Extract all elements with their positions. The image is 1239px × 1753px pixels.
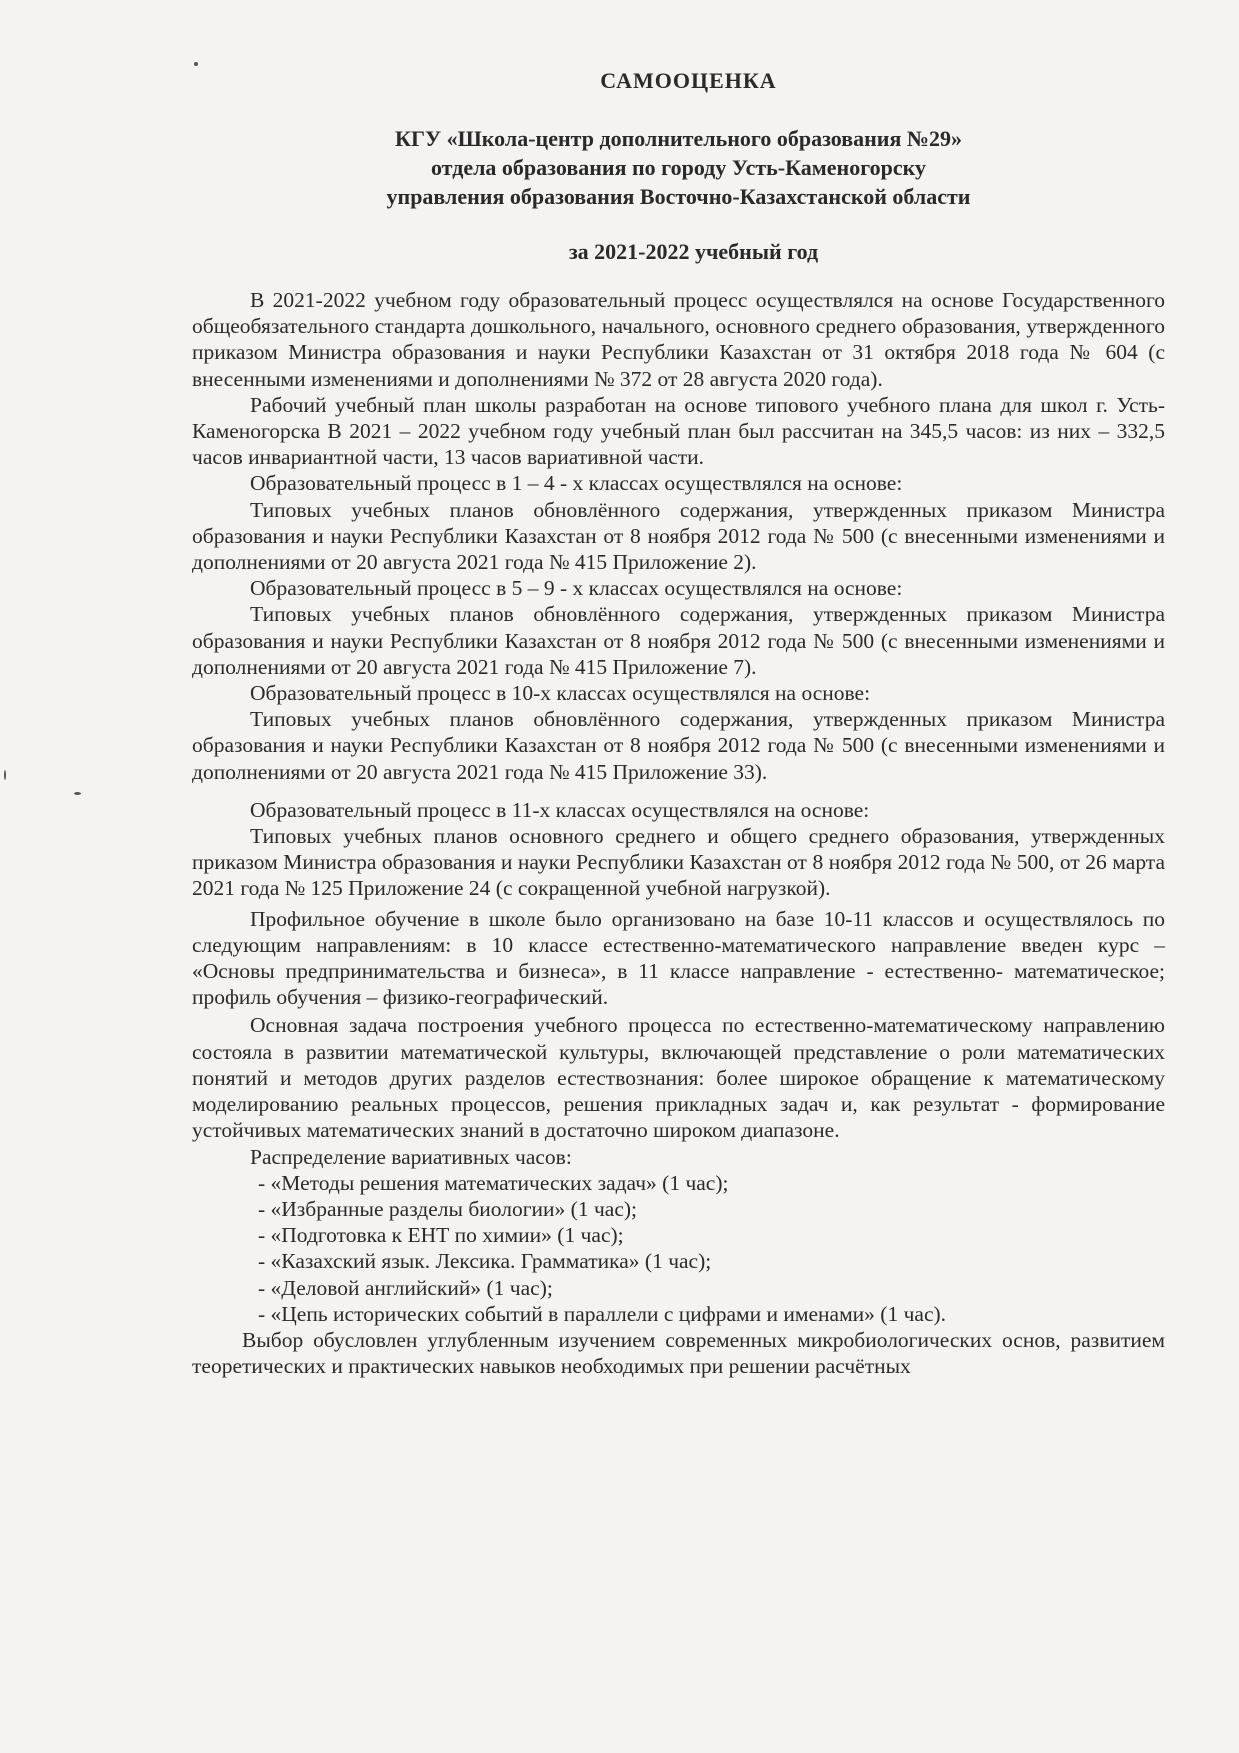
list-item: - «Методы решения математических задач» (1 час); [258, 1170, 729, 1195]
paragraph: Профильное обучение в школе было организовано на базе 10-11 классов и осуществлялось по следующим направлениям: в 10 классе естественно-математического направление введен курс – «Основы предпринимательства и бизнеса», в 11 классе направление - естественно- математическое; профиль обучения – физико-географический. [192, 906, 1165, 1010]
paragraph: Выбор обусловлен углубленным изучением современных микробиологических основ, развитием теоретических и практических навыков необходимых при решении расчётных [192, 1327, 1165, 1379]
paragraph: Рабочий учебный план школы разработан на основе типового учебного плана для школ г. Усть-Каменогорска В 2021 – 2022 учебном году учебный план был рассчитан на 345,5 часов: из них – 332,5 часов инвариантной части, 13 часов вариативной части. [192, 392, 1165, 470]
paragraph: Типовых учебных планов обновлённого содержания, утвержденных приказом Министра образования и науки Республики Казахстан от 8 ноября 2012 года № 500 (с внесенными изменениями и дополнениями от 20 августа 2021 года № 415 Приложение 7). [192, 602, 1165, 679]
organization-block [192, 124, 1165, 211]
paragraph: Типовых учебных планов обновлённого содержания, утвержденных приказом Министра образования и науки Республики Казахстан от 8 ноября 2012 года № 500 (с внесенными изменениями и дополнениями от 20 августа 2021 года № 415 Приложение 2). [192, 497, 1165, 575]
paragraph: Образовательный процесс в 1 – 4 - х классах осуществлялся на основе: [250, 471, 903, 496]
organization-line: КГУ «Школа-центр дополнительного образования №29» [395, 126, 962, 151]
scan-speck [4, 770, 6, 780]
organization-line: управления образования Восточно-Казахстанской области [386, 184, 971, 209]
list-item: - «Казахский язык. Лексика. Грамматика» (1 час); [258, 1249, 712, 1274]
list-item: - «Подготовка к ЕНТ по химии» (1 час); [258, 1223, 624, 1248]
paragraph: Распределение вариативных часов: [250, 1144, 572, 1169]
variative-hours-list [192, 1170, 1165, 1327]
list-item: - «Цепь исторических событий в параллели с цифрами и именами» (1 час). [258, 1301, 947, 1326]
paragraph: Образовательный процесс в 11-х классах осуществлялся на основе: [250, 797, 870, 822]
list-item: - «Деловой английский» (1 час); [258, 1275, 553, 1300]
paragraph: В 2021-2022 учебном году образовательный процесс осуществлялся на основе Государственного общеобязательного стандарта дошкольного, начального, основного среднего образования, утвержденного приказом Министра образования и науки Республики Казахстан от 31 октября 2018 года № 604 (с внесенными изменениями и дополнениями № 372 от 28 августа 2020 года). [192, 288, 1165, 391]
paragraph: Типовых учебных планов основного среднего и общего среднего образования, утвержденных приказом Министра образования и науки Республики Казахстан от 8 ноября 2012 года № 500, от 26 марта 2021 года № 125 Приложение 24 (с сокращенной учебной нагрузкой). [192, 824, 1165, 901]
scan-speck [194, 62, 198, 66]
document-body [192, 287, 1165, 1379]
document-title: САМООЦЕНКА [600, 68, 777, 93]
paragraph: Образовательный процесс в 5 – 9 - х классах осуществлялся на основе: [250, 576, 903, 601]
paragraph: Образовательный процесс в 10-х классах осуществлялся на основе: [250, 681, 871, 706]
organization-line: отдела образования по городу Усть-Каменогорску [430, 155, 927, 180]
paragraph: Типовых учебных планов обновлённого содержания, утвержденных приказом Министра образования и науки Республики Казахстан от 8 ноября 2012 года № 500 (с внесенными изменениями и дополнениями от 20 августа 2021 года № 415 Приложение 33). [192, 707, 1165, 784]
scan-speck [74, 792, 81, 795]
academic-year: за 2021-2022 учебный год [568, 239, 819, 264]
list-item: - «Избранные разделы биологии» (1 час); [258, 1196, 638, 1221]
paragraph: Основная задача построения учебного процесса по естественно-математическому направлению состояла в развитии математической культуры, включающей представление о роли математических понятий и методов других разделов естествознания: более широкое обращение к математическому моделированию реальных процессов, решения прикладных задач и, как результат - формирование устойчивых математических знаний в достаточно широком диапазоне. [192, 1013, 1165, 1143]
